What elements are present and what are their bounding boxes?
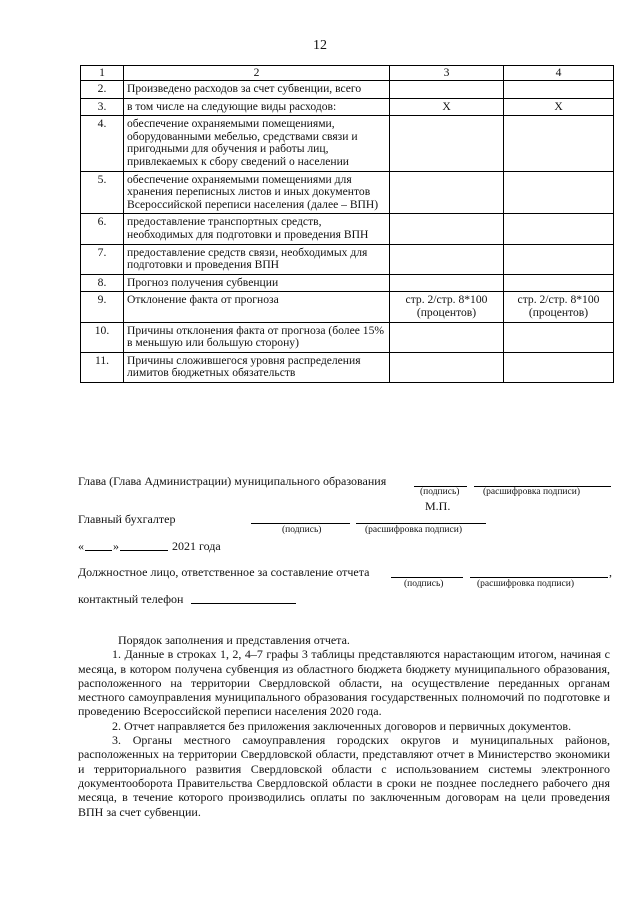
table-row (81, 274, 614, 292)
row-text: обеспечение охраняемыми помещениями для хранения переписных листов и иных документов Всероссийской переписи населения (далее – ВПН) (124, 171, 390, 214)
table-row (81, 352, 614, 382)
table-row (81, 322, 614, 352)
table-row (81, 214, 614, 244)
head-label: Глава (Глава Администрации) муниципального образования (78, 474, 387, 488)
row-number: 9. (81, 292, 124, 322)
row-col3 (390, 214, 504, 244)
date-day-line[interactable] (85, 550, 112, 551)
row-col3 (390, 116, 504, 171)
official-end-comma: , (609, 565, 612, 579)
row-col4 (504, 171, 614, 214)
row-col3: X (390, 98, 504, 116)
row-col3: стр. 2/стр. 8*100 (процентов) (390, 292, 504, 322)
row-col4 (504, 214, 614, 244)
page-number: 12 (313, 38, 327, 53)
row-col4 (504, 116, 614, 171)
decoding-caption: (расшифровка подписи) (483, 487, 580, 497)
row-col3 (390, 352, 504, 382)
table-row (81, 98, 614, 116)
instructions-title: Порядок заполнения и представления отчета. (118, 633, 350, 647)
column-header: 1 (81, 66, 124, 81)
date-month-line[interactable] (120, 550, 168, 551)
phone-line[interactable] (191, 603, 296, 604)
row-col3 (390, 171, 504, 214)
table-header-row (81, 66, 614, 81)
row-text: обеспечение охраняемыми помещениями, оборудованными мебелью, средствами связи и пригодными для обучения и работы лиц, привлекаемых к сбору сведений о населении (124, 116, 390, 171)
decoding-caption: (расшифровка подписи) (477, 579, 574, 589)
table-row (81, 116, 614, 171)
row-col4 (504, 81, 614, 99)
row-text: в том числе на следующие виды расходов: (124, 98, 390, 116)
instruction-paragraph: 2. Отчет направляется без приложения заключенных договоров и первичных документов. (112, 718, 572, 733)
column-header: 4 (504, 66, 614, 81)
date-open-quote: « (78, 539, 84, 553)
row-number: 5. (81, 171, 124, 214)
signature-caption: (подпись) (404, 579, 444, 589)
table-row (81, 171, 614, 214)
row-text: Отклонение факта от прогноза (124, 292, 390, 322)
column-header: 3 (390, 66, 504, 81)
accountant-decoding-line[interactable] (356, 523, 486, 524)
stamp-label: М.П. (425, 499, 451, 513)
row-text: Причины отклонения факта от прогноза (более 15% в меньшую или большую сторону) (124, 322, 390, 352)
decoding-caption: (расшифровка подписи) (365, 525, 462, 535)
table-row (81, 81, 614, 99)
table-row (81, 292, 614, 322)
row-text: предоставление транспортных средств, необходимых для подготовки и проведения ВПН (124, 214, 390, 244)
row-text: предоставление средств связи, необходимых для подготовки и проведения ВПН (124, 244, 390, 274)
date-year: 2021 года (172, 539, 221, 553)
row-col4: X (504, 98, 614, 116)
row-col4 (504, 352, 614, 382)
row-number: 11. (81, 352, 124, 382)
row-col4 (504, 244, 614, 274)
row-text: Произведено расходов за счет субвенции, всего (124, 81, 390, 99)
row-col3 (390, 244, 504, 274)
phone-label: контактный телефон (78, 592, 184, 606)
row-number: 6. (81, 214, 124, 244)
official-decoding-line[interactable] (470, 577, 608, 578)
instruction-paragraph: 1. Данные в строках 1, 2, 4–7 графы 3 таблицы представляются нарастающим итогом, начиная с месяца, в котором получена субвенция из областного бюджета бюджету муниципального образования, расположенного на территории Свердловской области, на осуществление переданных органам местного самоуправления муниципального образования государственных полномочий по подготовке и проведению Всероссийской переписи населения 2020 года. (78, 647, 610, 719)
row-col3 (390, 322, 504, 352)
report-table (80, 65, 614, 383)
row-number: 7. (81, 244, 124, 274)
row-col3 (390, 81, 504, 99)
signature-caption: (подпись) (420, 487, 460, 497)
row-number: 4. (81, 116, 124, 171)
official-label: Должностное лицо, ответственное за составление отчета (78, 565, 370, 579)
signature-caption: (подпись) (282, 525, 322, 535)
accountant-label: Главный бухгалтер (78, 512, 176, 526)
row-col3 (390, 274, 504, 292)
row-number: 2. (81, 81, 124, 99)
row-number: 3. (81, 98, 124, 116)
row-text: Прогноз получения субвенции (124, 274, 390, 292)
accountant-signature-line[interactable] (251, 523, 350, 524)
table-row (81, 244, 614, 274)
row-col4: стр. 2/стр. 8*100 (процентов) (504, 292, 614, 322)
row-number: 8. (81, 274, 124, 292)
row-col4 (504, 274, 614, 292)
date-close-quote: » (113, 539, 119, 553)
row-col4 (504, 322, 614, 352)
column-header: 2 (124, 66, 390, 81)
row-number: 10. (81, 322, 124, 352)
instruction-paragraph: 3. Органы местного самоуправления городских округов и муниципальных районов, расположенных на территории Свердловской области, представляют отчет в Министерство экономики и территориального развития Свердловской области с использованием системы электронного документооборота Правительства Свердловской области в сроки не позднее последнего рабочего дня месяца, в течение которого производились оплаты по заключенным договорам на цели проведения ВПН за счет субвенции. (78, 733, 610, 819)
official-signature-line[interactable] (391, 577, 463, 578)
instructions (78, 633, 610, 819)
row-text: Причины сложившегося уровня распределения лимитов бюджетных обязательств (124, 352, 390, 382)
